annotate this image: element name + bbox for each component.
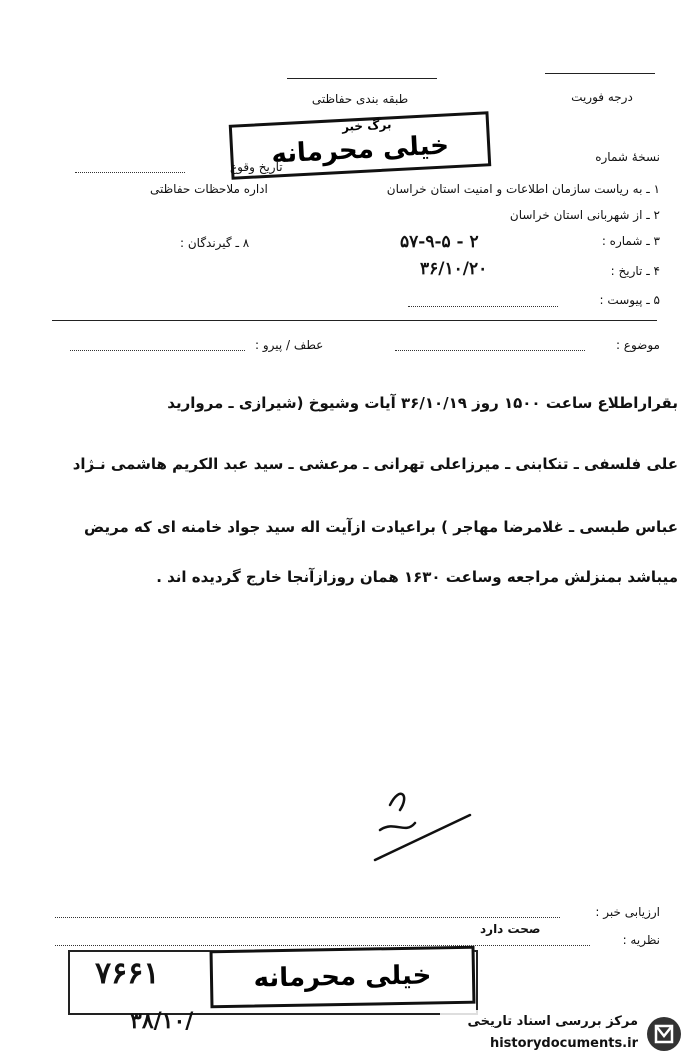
reference-label: عطف / پیرو : <box>255 338 324 352</box>
recipients-label: ۸ ـ گیرندگان : <box>180 236 250 250</box>
watermark <box>440 1010 690 1058</box>
item2: ۲ ـ از شهربانی استان خراسان <box>509 208 660 222</box>
classification-label: طبقه بندی حفاظتی <box>311 92 409 106</box>
item5-dots <box>408 306 558 307</box>
incident-date-label: تاریخ وقوع <box>230 160 283 174</box>
opinion-label: نظریه : <box>622 933 660 947</box>
item4-label: ۴ ـ تاریخ : <box>610 264 660 278</box>
body-line-2: علی فلسفی ـ تنکابنی ـ میرزاعلی تهرانی ـ مرعشی ـ سید عبد الکریم هاشمی نـژاد <box>72 455 678 473</box>
priority-label: درجه فوریت <box>571 90 633 104</box>
org-name: مرکز بررسی اسناد تاریخی <box>467 1014 638 1029</box>
logo-icon <box>644 1014 684 1054</box>
evaluation-dots <box>55 917 560 918</box>
bottom-number: ۷۶۶۱ <box>95 956 160 991</box>
evaluation-value: صحت دارد <box>480 922 541 936</box>
item1: ۱ ـ به ریاست سازمان اطلاعات و امنیت استان خراسان <box>386 182 660 196</box>
body-line-3: عباس طبسی ـ غلامرضا مهاجر ) براعیادت ازآیت اله سید جواد خامنه ای که مریض <box>84 518 678 536</box>
header-rule-right <box>545 73 655 74</box>
item4-value: ۳۶/۱۰/۲۰ <box>420 259 488 279</box>
site-url: historydocuments.ir <box>489 1036 638 1051</box>
item1-suffix: اداره ملاحظات حفاظتی <box>150 182 268 196</box>
item5-label: ۵ ـ پیوست : <box>599 293 660 307</box>
opinion-dots <box>55 945 590 946</box>
item3-label: ۳ ـ شماره : <box>601 234 660 248</box>
body-line-4: میباشد بمنزلش مراجعه وساعت ۱۶۳۰ همان روزازآنجا خارج گردیده اند . <box>156 568 678 586</box>
item3-value: ۵۷-۹-۵ - ۲ <box>400 232 479 252</box>
stamp-text: خیلی محرمانه <box>270 129 450 170</box>
copy-number-label: نسخهٔ شماره <box>595 150 660 164</box>
bottom-stamp-text: خیلی محرمانه <box>253 960 432 994</box>
subject-label: موضوع : <box>615 338 660 352</box>
evaluation-label: ارزیابی خبر : <box>595 905 660 919</box>
reference-dots <box>70 350 245 351</box>
incident-date-dots <box>75 172 185 173</box>
bottom-secret-stamp <box>210 946 476 1009</box>
form-divider <box>52 320 657 321</box>
body-line-1: بقراراطلاع ساعت ۱۵۰۰ روز ۳۶/۱۰/۱۹ آیات وشیوخ (شیرازی ـ مروارید <box>167 394 678 412</box>
header-rule-left <box>287 78 437 79</box>
signature <box>370 775 480 865</box>
bottom-date: ۳۸/۱۰/ <box>130 1008 194 1034</box>
subject-dots <box>395 350 585 351</box>
stamp-header: برگ خبر <box>341 117 392 134</box>
